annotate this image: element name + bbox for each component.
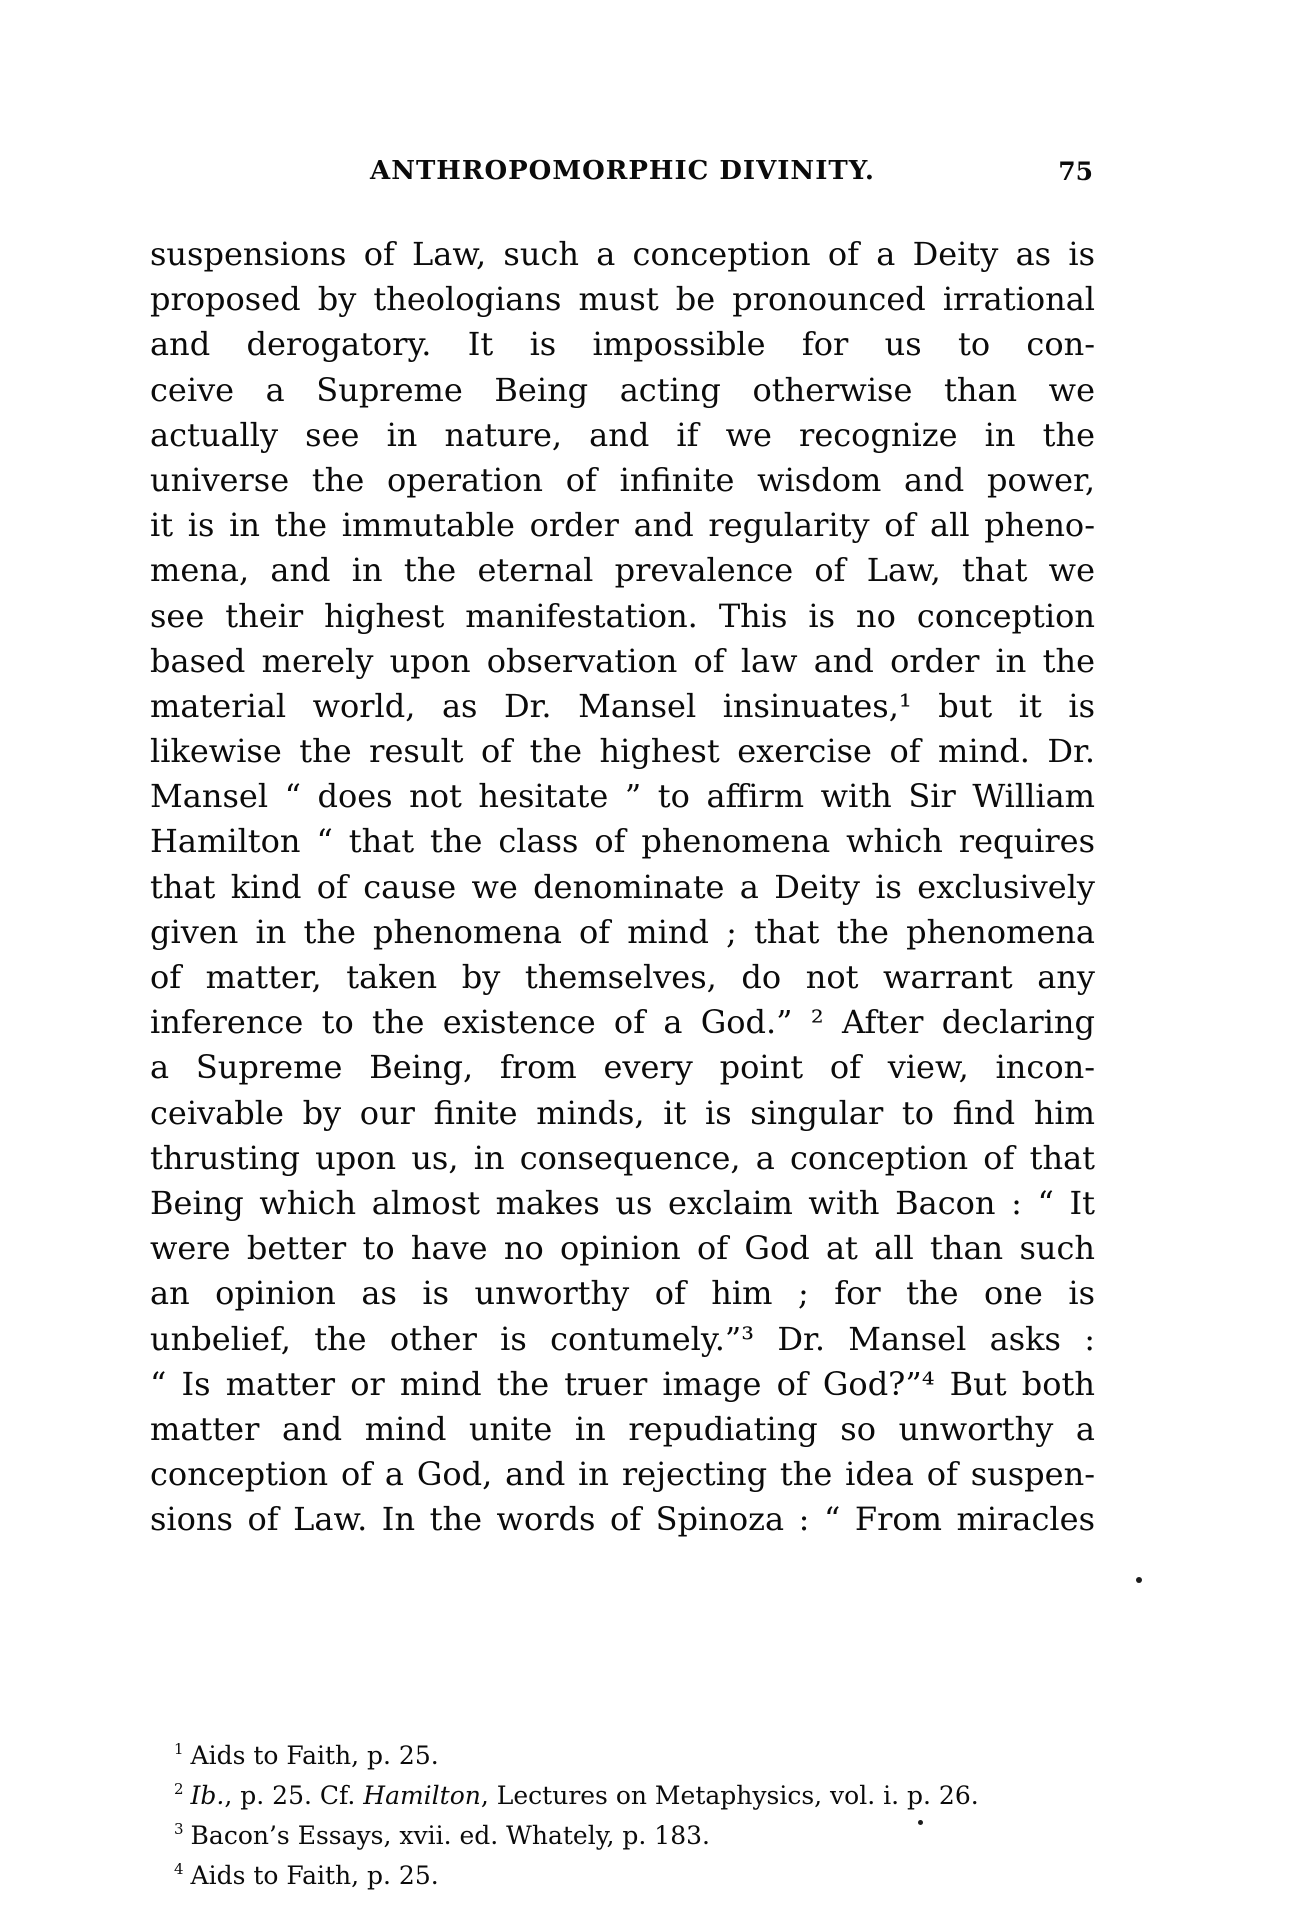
body-text	[150, 232, 1095, 1542]
footnote-text: Ib.	[190, 1781, 225, 1810]
text-line: based merely upon observation of law and order in the	[150, 641, 1095, 680]
text-line: a Supreme Being, from every point of view, incon-	[150, 1048, 1095, 1087]
footnote-text: Aids to Faith, p. 25.	[190, 1861, 439, 1890]
footnote: 1 Aids to Faith, p. 25.	[174, 1740, 439, 1770]
text-line: suspensions of Law, such a conception of a Deity as is	[150, 235, 1095, 273]
text-line: thrusting upon us, in consequence, a conception of that	[150, 1138, 1095, 1177]
text-line: mena, and in the eternal prevalence of Law, that we	[150, 551, 1095, 590]
text-line: ceive a Supreme Being acting otherwise than we	[150, 370, 1095, 409]
text-line: see their highest manifestation. This is no conception	[150, 596, 1095, 635]
text-line: inference to the existence of a God.” ² After declaring	[150, 1003, 1095, 1042]
page-header	[150, 156, 1095, 192]
running-title: ANTHROPOMORPHIC DIVINITY.	[370, 156, 875, 186]
text-line: sions of Law. In the words of Spinoza : “ From miracles	[150, 1500, 1095, 1539]
text-line: were better to have no opinion of God at all than such	[150, 1229, 1095, 1268]
text-line: ceivable by our finite minds, it is singular to find him	[150, 1093, 1095, 1132]
text-line: material world, as Dr. Mansel insinuates,¹ but it is	[150, 686, 1095, 725]
text-line: likewise the result of the highest exercise of mind. Dr.	[150, 732, 1095, 771]
footnote: 3 Bacon’s Essays, xvii. ed. Whately, p. 183.	[174, 1820, 710, 1850]
footnote-text: Bacon’s Essays, xvii. ed. Whately, p. 183.	[190, 1821, 710, 1850]
text-line: of matter, taken by themselves, do not warrant any	[150, 958, 1095, 996]
text-line: unbelief, the other is contumely.”³ Dr. Mansel asks :	[150, 1319, 1095, 1358]
text-line: Being which almost makes us exclaim with Bacon : “ It	[150, 1183, 1095, 1222]
text-line: that kind of cause we denominate a Deity is exclusively	[150, 867, 1095, 906]
text-line: matter and mind unite in repudiating so unworthy a	[150, 1409, 1095, 1448]
ink-speck	[1136, 1577, 1142, 1583]
text-line: actually see in nature, and if we recognize in the	[150, 415, 1095, 454]
footnote-text: Aids to Faith, p. 25.	[190, 1741, 439, 1770]
footnotes	[150, 1736, 1095, 1896]
footnote-text: , p. 25. Cf.	[224, 1781, 364, 1810]
text-line: an opinion as is unworthy of him ; for the one is	[150, 1274, 1095, 1313]
text-line: proposed by theologians must be pronounced irrational	[150, 280, 1095, 319]
footnote: 4 Aids to Faith, p. 25.	[174, 1860, 439, 1890]
text-line: and derogatory. It is impossible for us to con-	[150, 325, 1095, 364]
footnote: 2 Ib., p. 25. Cf. Hamilton, Lectures on Metaphysics, vol. i. p. 26.	[174, 1780, 979, 1810]
footnote-text: , Lectures on Metaphysics, vol. i. p. 26.	[480, 1781, 979, 1810]
page-number: 75	[1058, 157, 1093, 186]
text-line: Mansel “ does not hesitate ” to affirm with Sir William	[150, 777, 1095, 816]
text-line: given in the phenomena of mind ; that the phenomena	[150, 912, 1095, 951]
text-line: Hamilton “ that the class of phenomena which requires	[150, 822, 1095, 861]
text-line: it is in the immutable order and regularity of all pheno-	[150, 506, 1095, 545]
text-line: “ Is matter or mind the truer image of God?”⁴ But both	[150, 1364, 1095, 1403]
text-line: conception of a God, and in rejecting the idea of suspen-	[150, 1455, 1095, 1494]
text-line: universe the operation of infinite wisdom and power,	[150, 460, 1095, 499]
ink-speck	[918, 1820, 923, 1825]
footnote-text: Hamilton	[363, 1781, 481, 1810]
